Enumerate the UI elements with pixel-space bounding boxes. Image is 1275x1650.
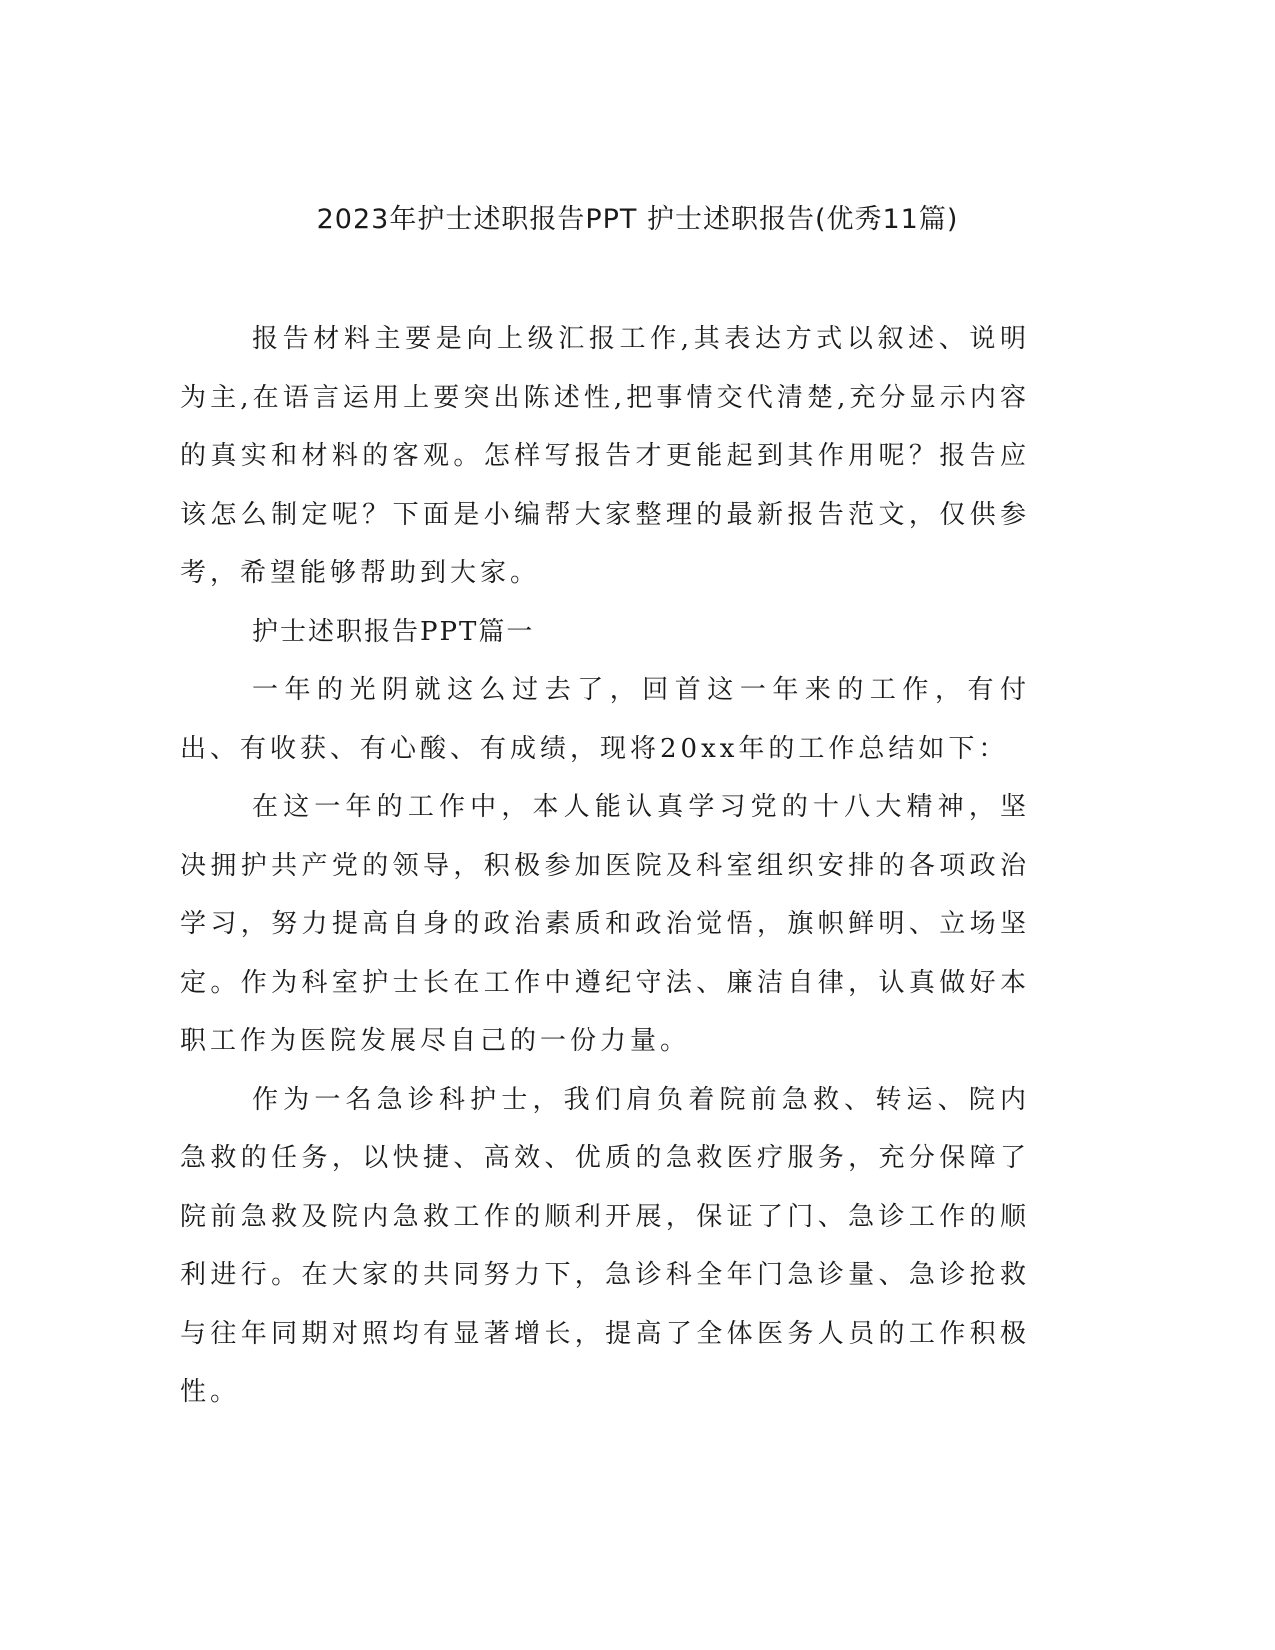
body-paragraph: 在这一年的工作中，本人能认真学习党的十八大精神，坚决拥护共产党的领导，积极参加医院及科室组织安排的各项政治学习，努力提高自身的政治素质和政治觉悟，旗帜鲜明、立场坚定。作为科室护士长在工作中遵纪守法、廉洁自律，认真做好本职工作为医院发展尽自己的一份力量。 <box>180 792 1030 1056</box>
document-title: 2023年护士述职报告PPT 护士述职报告(优秀11篇) <box>316 204 959 235</box>
document-body <box>180 310 1030 1422</box>
body-paragraph: 作为一名急诊科护士，我们肩负着院前急救、转运、院内急救的任务，以快捷、高效、优质的急救医疗服务，充分保障了院前急救及院内急救工作的顺利开展，保证了门、急诊工作的顺利进行。在大家的共同努力下，急诊科全年门急诊量、急诊抢救与往年同期对照均有显著增长，提高了全体医务人员的工作积极性。 <box>180 1084 1030 1407</box>
body-paragraph: 一年的光阴就这么过去了，回首这一年来的工作，有付出、有收获、有心酸、有成绩，现将20xx年的工作总结如下： <box>180 675 1030 764</box>
intro-paragraph: 报告材料主要是向上级汇报工作,其表达方式以叙述、说明为主,在语言运用上要突出陈述性,把事情交代清楚,充分显示内容的真实和材料的客观。怎样写报告才更能起到其作用呢？报告应该怎么制定呢？下面是小编帮大家整理的最新报告范文，仅供参考，希望能够帮助到大家。 <box>180 324 1030 588</box>
section-heading: 护士述职报告PPT篇一 <box>252 616 535 647</box>
